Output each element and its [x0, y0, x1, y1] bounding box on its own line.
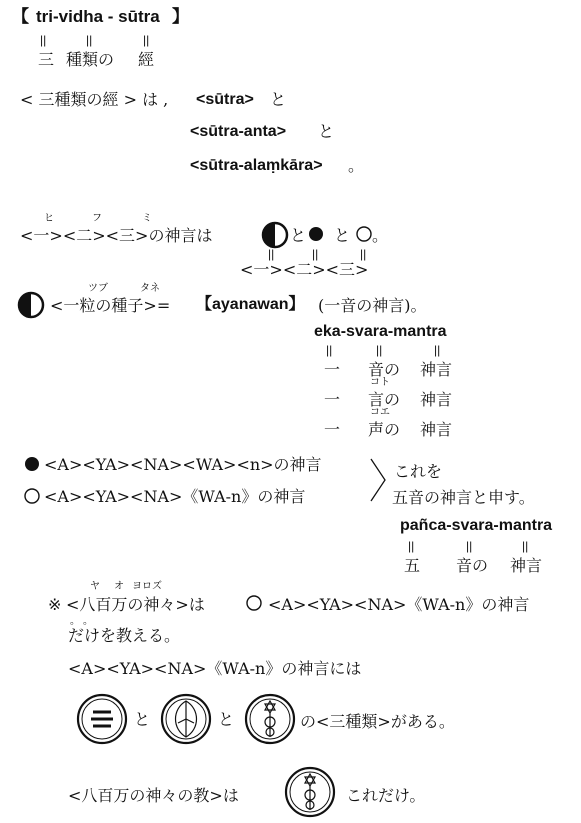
row-one: 一	[324, 390, 341, 409]
conj-to: と	[134, 710, 151, 729]
equals-bar: ||	[40, 33, 47, 47]
ruby-hi: ヒ	[44, 213, 54, 224]
equals-bar: ||	[312, 247, 319, 261]
term-eka-svara-mantra: eka-svara-mantra	[314, 323, 447, 340]
row-word: 言の	[368, 390, 401, 409]
gloss-kinds: 種類の	[66, 50, 115, 69]
term-panca-svara-mantra: pañca-svara-mantra	[400, 517, 553, 534]
term-ayanawan: 【ayanawan】	[196, 296, 305, 313]
row-one: 一	[324, 420, 341, 439]
note-line1a: <八百万の神々>は	[66, 595, 205, 614]
filled-circle-icon	[306, 224, 326, 244]
equals-bar: ||	[326, 343, 333, 357]
equals-bar: ||	[86, 33, 93, 47]
star-emblem-icon	[244, 693, 296, 745]
term-sutra-anta: <sūtra-anta>	[190, 123, 287, 140]
heading-open-bracket: 【	[12, 7, 29, 26]
gloss-sutra: 經	[138, 50, 155, 69]
equals-bar: ||	[143, 33, 150, 47]
ruby-tsubu: ツブ	[88, 283, 108, 294]
star-emblem-icon	[284, 766, 336, 818]
numbers-line: <一><二><三>の神言は	[20, 226, 213, 245]
seed-paren: (一音の神言)。	[318, 296, 427, 315]
period: 。	[348, 156, 365, 175]
heading-term: tri-vidha - sūtra	[36, 7, 160, 26]
ruby-ya: ヤ	[90, 581, 100, 592]
ruby-fu: フ	[92, 213, 102, 224]
half-circle-icon	[16, 290, 46, 320]
seed-text: <一粒の種子>=	[50, 296, 171, 315]
note-line2: だけを教える。	[68, 626, 181, 645]
row-sound: 音の	[368, 360, 401, 379]
row-mantra: 神言	[420, 360, 453, 379]
conj-to: と	[318, 122, 335, 141]
ruby-yorozu: ヨロズ	[132, 581, 162, 592]
equals-bar: ||	[408, 539, 415, 553]
ruby-koto: コト	[370, 377, 390, 388]
row-mantra: 神言	[420, 420, 453, 439]
five-note1: これを	[394, 462, 443, 481]
ruby-koe: コエ	[370, 407, 390, 418]
five-line2: <A><YA><NA>《WA-n》の神言	[44, 487, 306, 506]
ruby-tane: タネ	[140, 283, 160, 294]
equals-bar: ||	[268, 247, 275, 261]
open-circle-icon	[244, 593, 264, 613]
ruby-mi: ミ	[142, 213, 152, 224]
row-voice: 声の	[368, 420, 401, 439]
note-line5b: これだけ。	[346, 786, 426, 805]
term-sutra-alamkara: <sūtra-alaṃkāra>	[190, 157, 323, 174]
gloss-three: 三	[38, 50, 55, 69]
conj-to: と	[218, 710, 235, 729]
equals-bar: ||	[376, 343, 383, 357]
five-note2: 五音の神言と申す。	[392, 488, 535, 507]
row-mantra: 神言	[420, 390, 453, 409]
heading-close-bracket: 】	[172, 7, 189, 26]
emphasis-dots: 。。	[70, 616, 101, 627]
lotus-emblem-icon	[160, 693, 212, 745]
conj-to: と	[290, 226, 307, 245]
conj-to: と	[334, 226, 351, 245]
equals-bar: ||	[434, 343, 441, 357]
note-line4: の<三種類>がある。	[300, 712, 455, 731]
note-line1b: <A><YA><NA>《WA-n》の神言	[268, 595, 530, 614]
filled-circle-icon	[22, 454, 42, 474]
five-line1: <A><YA><NA><WA><n>の神言	[44, 455, 322, 474]
gloss-five: 五	[404, 556, 421, 575]
note-line3: <A><YA><NA>《WA-n》の神言には	[68, 659, 362, 678]
note-line5: <八百万の神々の教>は	[68, 786, 239, 805]
ruby-o: オ	[114, 581, 124, 592]
three-lines-emblem-icon	[76, 693, 128, 745]
reference-mark: ※	[48, 595, 62, 614]
row-one: 一	[324, 360, 341, 379]
conj-to: と	[270, 90, 287, 109]
open-circle-icon	[22, 486, 42, 506]
right-chevron-bracket	[368, 456, 388, 506]
term-sutra: <sūtra>	[196, 91, 254, 108]
definition-prefix: < 三種類の經 > は ,	[20, 90, 169, 109]
half-circle-icon	[260, 220, 290, 250]
gloss-mantra: 神言	[510, 556, 543, 575]
equals-bar: ||	[522, 539, 529, 553]
equals-bar: ||	[466, 539, 473, 553]
equals-bar: ||	[360, 247, 367, 261]
numbers-sub: <一><二><三>	[240, 260, 369, 279]
period: 。	[372, 226, 389, 245]
open-circle-icon	[354, 224, 374, 244]
gloss-sound: 音の	[456, 556, 489, 575]
